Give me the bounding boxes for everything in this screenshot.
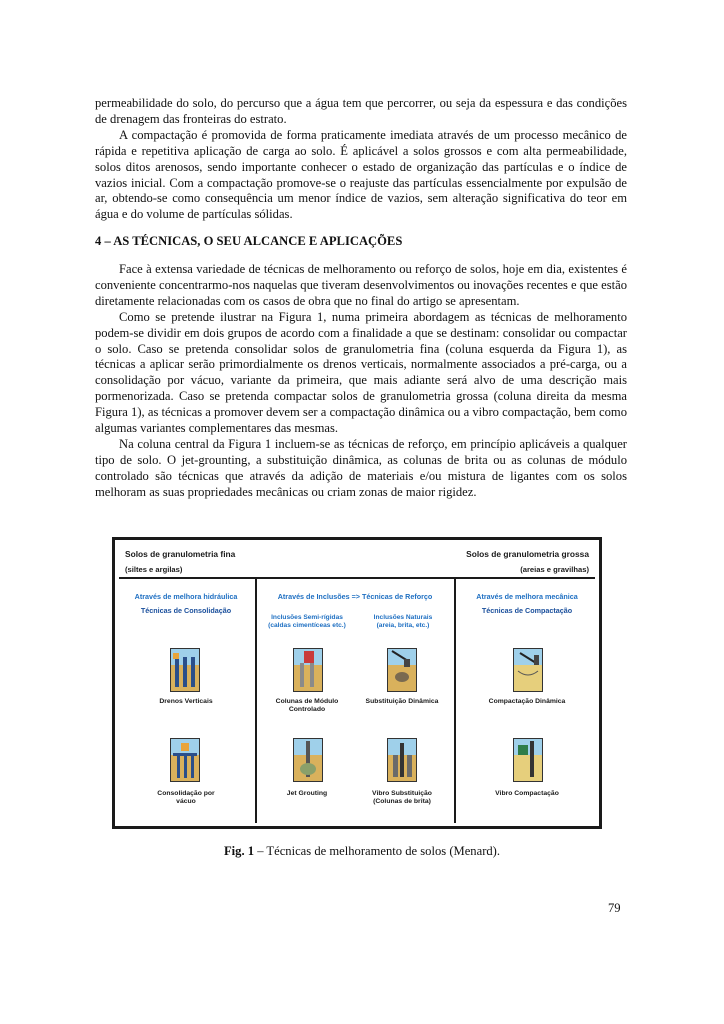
paragraph-4: Como se pretende ilustrar na Figura 1, numa primeira abordagem as técnicas de melhoramento podem-se dividir em dois grupos de acordo com a finalidade a que se destinam: consolidar ou compactar o solo. Caso se pretenda consolidar solos de granulometria fina (coluna esquerda da Figura 1), as técnicas a aplicar serão primordialmente os drenos verticais, normalmente associados a pré-carga, ou a consolidação por vácuo, variante da primeira, que mais adiante será alvo de uma descrição mais pormenorizada. Caso se pretenda compactar solos de granulometria grossa (coluna direita da mesma Figura 1), as técnicas a promover devem ser a compactação dinâmica ou a vibro compactação, bem como algumas variantes complementares das mesmas. (95, 309, 627, 436)
label-drenos: Drenos Verticais (159, 698, 213, 705)
figure-divider (119, 577, 595, 579)
coarse-soils-sub: (areias e gravilhas) (520, 565, 589, 574)
dynamic-replacement-icon (387, 648, 417, 692)
label-vibro-substituicao: Vibro Substituição (Colunas de brita) (372, 790, 432, 805)
paragraph-2: A compactação é promovida de forma praticamente imediata através de um processo mecânico de rápida e repetitiva aplicação de carga ao solo. É aplicável a solos grossos e com alta permeabilidade, solos ditos arenosos, sendo importante conhecer o estado de organização das partículas e o índice de vazios inicial. Com a compactação promove-se o reajuste das partículas essencialmente por expulsão de ar, obtendo-se como consequência um menor índice de vazios, sem alteração significativa do teor em água e do volume de partículas sólidas. (95, 127, 627, 222)
col-divider-right (454, 577, 456, 823)
vacuum-consolidation-icon (170, 738, 200, 782)
label-substituicao: Substituição Dinâmica (365, 698, 439, 705)
col1-sub: Técnicas de Consolidação (140, 606, 232, 615)
dynamic-compaction-icon (513, 648, 543, 692)
label-vibro-compactacao: Vibro Compactação (495, 790, 559, 797)
body-text-top (95, 96, 627, 223)
fine-soils-sub: (siltes e argilas) (125, 565, 183, 574)
col1-title: Através de melhora hidráulica (134, 592, 238, 601)
col3-title: Através de melhora mecânica (476, 592, 578, 601)
label-jet: Jet Grouting (286, 790, 328, 797)
page-number: 79 (608, 901, 621, 915)
figure-1-soil-techniques (112, 537, 602, 829)
col3-sub: Técnicas de Compactação (481, 606, 573, 615)
caption-label: Fig. 1 (223, 844, 255, 858)
paragraph-1: permeabilidade do solo, do percurso que a água tem que percorrer, ou seja da espessura e das condições de drenagem das fronteiras do estrato. (95, 96, 627, 126)
controlled-modulus-columns-icon (293, 648, 323, 692)
col2-title: Através de Inclusões => Técnicas de Reforço (277, 592, 433, 601)
section-heading: 4 – AS TÉCNICAS, O SEU ALCANCE E APLICAÇÕES (95, 234, 403, 248)
paragraph-3: Face à extensa variedade de técnicas de melhoramento ou reforço de solos, hoje em dia, existentes é conveniente concentrarmo-nos naquelas que tiveram desenvolvimentos ou inovações recentes e que estão diretamente relacionadas com os casos de obra que no final do artigo se apresentam. (95, 262, 627, 308)
vibro-replacement-icon (387, 738, 417, 782)
coarse-soils-header: Solos de granulometria grossa (466, 549, 589, 559)
fine-soils-header: Solos de granulometria fina (125, 549, 236, 559)
label-colunas: Colunas de Módulo Controlado (275, 698, 339, 713)
body-text-main (95, 262, 627, 501)
col2-sub-a: Inclusões Semi-rígidas (caldas cimentíceas etc.) (268, 614, 346, 629)
vertical-drains-icon (170, 648, 200, 692)
figure-caption (0, 844, 724, 859)
label-vacuo: Consolidação por vácuo (157, 790, 215, 805)
col2-sub-b: Inclusões Naturais (areia, brita, etc.) (373, 614, 433, 629)
caption-text: – Técnicas de melhoramento de solos (Menard). (254, 844, 501, 858)
paragraph-5: Na coluna central da Figura 1 incluem-se as técnicas de reforço, em princípio aplicáveis a qualquer tipo de solo. O jet-grounting, a substituição dinâmica, as colunas de brita ou as colunas de módulo controlado são técnicas que através da adição de materiais e/ou mistura de ligantes com os solos melhoram as suas propriedades mecânicas ou criam zonas de maior rigidez. (95, 436, 627, 499)
vibro-compaction-icon (513, 738, 543, 782)
label-compactacao-dinamica: Compactação Dinâmica (488, 698, 566, 705)
jet-grouting-icon (293, 738, 323, 782)
